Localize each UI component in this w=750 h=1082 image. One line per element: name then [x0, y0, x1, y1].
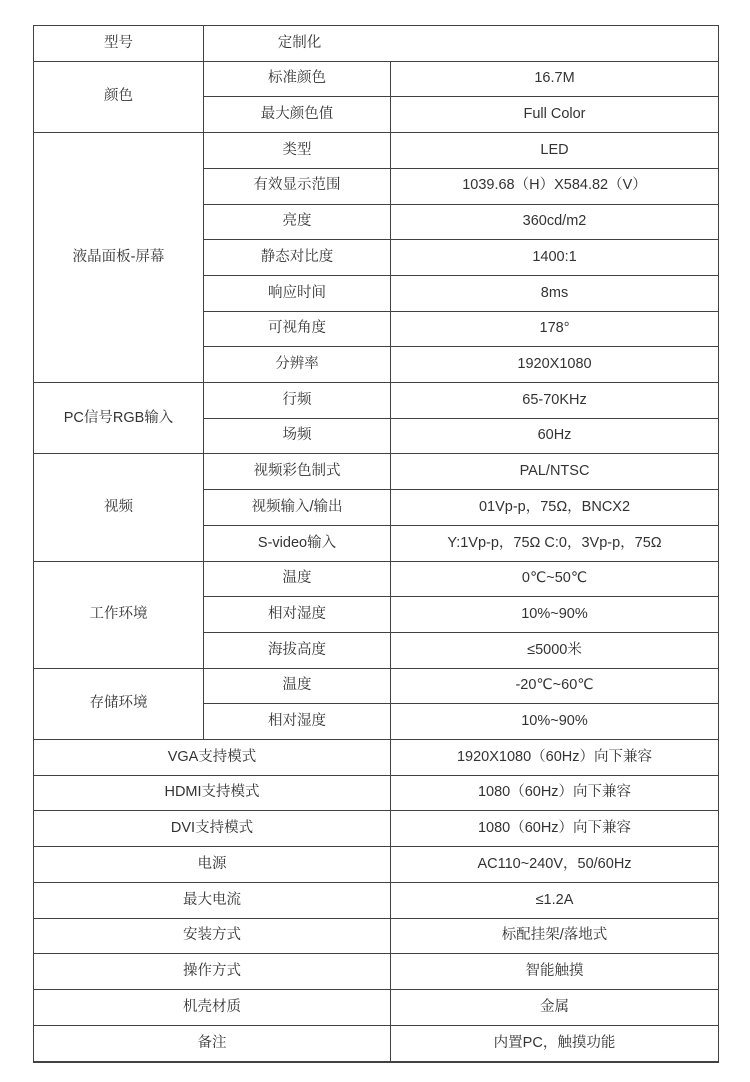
group-label-video: 视频 — [34, 454, 204, 561]
param-value: 标配挂架/落地式 — [391, 918, 719, 954]
param-label: 操作方式 — [34, 954, 391, 990]
param-label: 视频彩色制式 — [204, 454, 391, 490]
param-value: 65-70KHz — [391, 383, 719, 419]
table-row — [34, 811, 719, 847]
param-label: S-video输入 — [204, 525, 391, 561]
table-row — [34, 847, 719, 883]
table-row — [34, 61, 719, 97]
spec-table — [33, 25, 719, 1063]
param-label: 备注 — [34, 1025, 391, 1062]
table-row — [34, 882, 719, 918]
param-label: 静态对比度 — [204, 240, 391, 276]
param-label: 安装方式 — [34, 918, 391, 954]
param-label: 响应时间 — [204, 275, 391, 311]
table-row — [34, 918, 719, 954]
param-value: 60Hz — [391, 418, 719, 454]
table-row — [34, 383, 719, 419]
param-label: 温度 — [204, 561, 391, 597]
param-label: 最大电流 — [34, 882, 391, 918]
param-label: 亮度 — [204, 204, 391, 240]
param-label: 电源 — [34, 847, 391, 883]
param-label: 有效显示范围 — [204, 168, 391, 204]
group-label-panel: 液晶面板-屏幕 — [34, 133, 204, 383]
param-value: 1920X1080（60Hz）向下兼容 — [391, 740, 719, 776]
param-value: 01Vp-p，75Ω，BNCX2 — [391, 490, 719, 526]
group-label-working-env: 工作环境 — [34, 561, 204, 668]
param-label: 机壳材质 — [34, 989, 391, 1025]
param-label: 分辨率 — [204, 347, 391, 383]
param-label: 行频 — [204, 383, 391, 419]
param-value: 10%~90% — [391, 704, 719, 740]
param-value: 1039.68（H）X584.82（V） — [391, 168, 719, 204]
param-label: 可视角度 — [204, 311, 391, 347]
param-value: 1080（60Hz）向下兼容 — [391, 811, 719, 847]
param-label: 视频输入/输出 — [204, 490, 391, 526]
param-value: 1400:1 — [391, 240, 719, 276]
param-value: ≤1.2A — [391, 882, 719, 918]
param-label: 海拔高度 — [204, 632, 391, 668]
table-row — [34, 561, 719, 597]
param-value: 1080（60Hz）向下兼容 — [391, 775, 719, 811]
param-label: 温度 — [204, 668, 391, 704]
table-row — [34, 133, 719, 169]
param-value: 0℃~50℃ — [391, 561, 719, 597]
table-row — [34, 1025, 719, 1062]
table-row — [34, 740, 719, 776]
param-value: Full Color — [391, 97, 719, 133]
table-row — [34, 668, 719, 704]
param-label: 场频 — [204, 418, 391, 454]
table-row — [34, 454, 719, 490]
table-row — [34, 775, 719, 811]
param-label: 相对湿度 — [204, 597, 391, 633]
param-label: 标准颜色 — [204, 61, 391, 97]
param-value: ≤5000米 — [391, 632, 719, 668]
param-value: 16.7M — [391, 61, 719, 97]
param-label: HDMI支持模式 — [34, 775, 391, 811]
param-value: 1920X1080 — [391, 347, 719, 383]
param-value: 金属 — [391, 989, 719, 1025]
param-value: -20℃~60℃ — [391, 668, 719, 704]
param-value: 内置PC，触摸功能 — [391, 1025, 719, 1062]
param-value: 178° — [391, 311, 719, 347]
param-value: LED — [391, 133, 719, 169]
model-label: 型号 — [34, 26, 204, 62]
table-row — [34, 26, 719, 62]
table-row — [34, 989, 719, 1025]
param-label: 最大颜色值 — [204, 97, 391, 133]
group-label-pc-rgb: PC信号RGB输入 — [34, 383, 204, 454]
param-label: VGA支持模式 — [34, 740, 391, 776]
param-label: 相对湿度 — [204, 704, 391, 740]
group-label-color: 颜色 — [34, 61, 204, 132]
table-row — [34, 954, 719, 990]
param-label: 类型 — [204, 133, 391, 169]
group-label-storage-env: 存储环境 — [34, 668, 204, 739]
param-value: 360cd/m2 — [391, 204, 719, 240]
param-value: 智能触摸 — [391, 954, 719, 990]
param-value: 10%~90% — [391, 597, 719, 633]
param-value: Y:1Vp-p，75Ω C:0，3Vp-p，75Ω — [391, 525, 719, 561]
model-value-cell — [204, 26, 719, 62]
param-value: 8ms — [391, 275, 719, 311]
param-value: PAL/NTSC — [391, 454, 719, 490]
param-value: AC110~240V，50/60Hz — [391, 847, 719, 883]
model-value: 定制化 — [277, 34, 322, 51]
param-label: DVI支持模式 — [34, 811, 391, 847]
